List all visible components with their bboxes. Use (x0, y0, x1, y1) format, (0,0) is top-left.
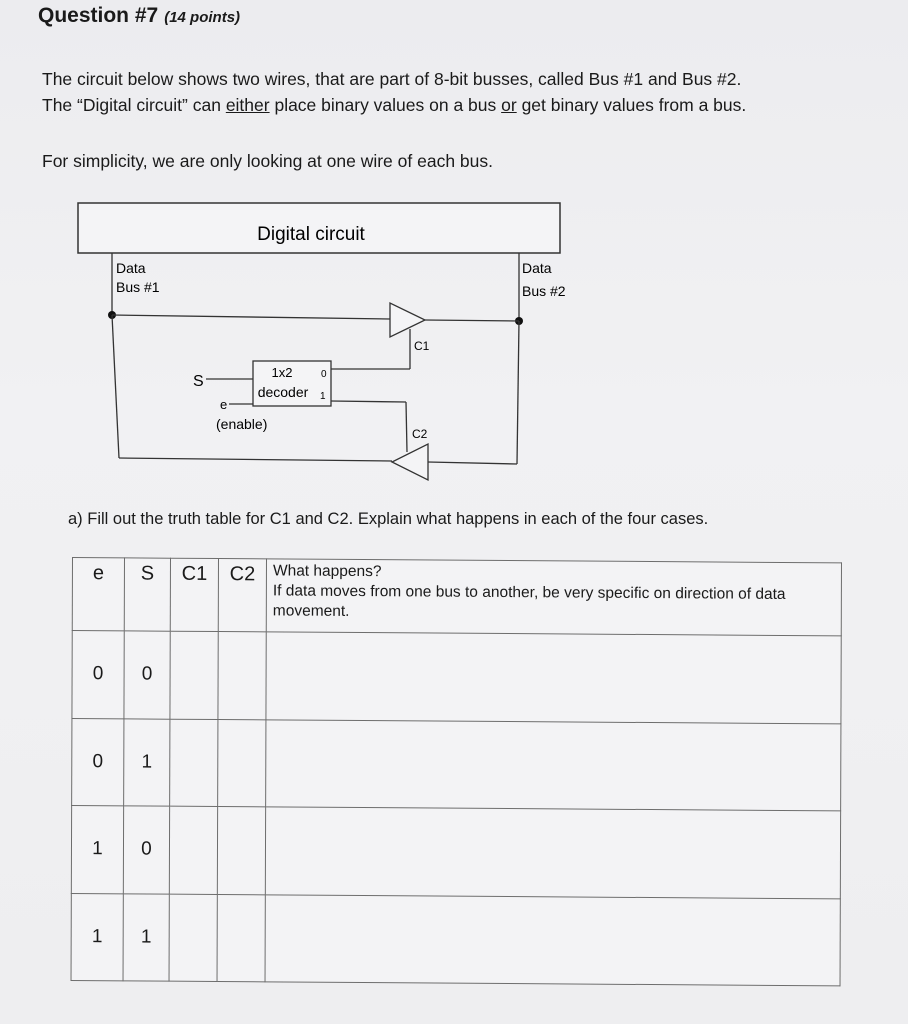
c1-label: C1 (414, 339, 430, 353)
bus2-label-number: Bus #2 (522, 283, 566, 299)
top-wire-right (425, 320, 519, 321)
cell-explanation[interactable] (265, 807, 840, 899)
header-e: e (72, 558, 124, 631)
cell-e: 0 (72, 718, 124, 806)
underlined-either: either (225, 95, 270, 115)
cell-s: 1 (124, 718, 170, 806)
question-points: (14 points) (164, 9, 241, 26)
cell-e: 1 (71, 805, 123, 893)
bus2-label-data: Data (522, 260, 552, 276)
cell-c1[interactable] (170, 719, 218, 807)
cell-explanation[interactable] (266, 719, 841, 811)
header-what-happens-title: What happens? (272, 562, 382, 581)
header-what-happens (266, 559, 841, 636)
cell-c2[interactable] (217, 807, 265, 895)
tristate-buffer-c1 (390, 303, 425, 337)
truth-table (71, 557, 842, 986)
tristate-buffer-c2 (392, 444, 428, 480)
bottom-wire-left (119, 458, 392, 461)
bus2-wire-down (517, 321, 519, 464)
cell-explanation[interactable] (266, 632, 841, 724)
header-s: S (124, 558, 170, 631)
bus1-label-number: Bus #1 (116, 279, 160, 295)
bus1-wire-down (112, 315, 119, 458)
cell-c2[interactable] (217, 894, 265, 982)
question-number: Question #7 (38, 4, 159, 27)
intro-text: place binary values on a bus (269, 95, 502, 115)
decoder-label-2: decoder (257, 384, 309, 400)
cell-explanation[interactable] (265, 894, 840, 986)
cell-c2[interactable] (218, 632, 266, 720)
cell-s: 1 (123, 893, 169, 981)
table-row (71, 805, 840, 898)
table-row (71, 893, 840, 986)
decoder-out0-label: 0 (321, 369, 327, 380)
cell-e: 0 (72, 631, 124, 719)
input-s-label: S (193, 373, 204, 390)
bottom-wire-right (428, 462, 517, 464)
decoder-out1-label: 1 (320, 391, 326, 402)
cell-c1[interactable] (170, 631, 218, 719)
intro-text: The “Digital circuit” can (42, 95, 226, 115)
digital-circuit-label: Digital circuit (257, 224, 365, 245)
intro-line-1: The circuit below shows two wires, that are part of 8-bit busses, called Bus #1 and Bus #2. (42, 69, 742, 89)
top-wire (112, 315, 390, 319)
table-row (72, 631, 841, 724)
decoder-label-1: 1x2 (271, 365, 293, 380)
table-header-row (72, 558, 841, 636)
table-row (72, 718, 841, 811)
c2-control-wire (406, 402, 407, 452)
part-a-instruction: a) Fill out the truth table for C1 and C2. Explain what happens in each of the four cases. (68, 510, 709, 528)
header-c2: C2 (218, 559, 266, 632)
decoder-out1-wire (331, 401, 406, 402)
cell-c2[interactable] (218, 719, 266, 807)
bus1-label-data: Data (116, 260, 146, 276)
header-what-happens-note: If data moves from one bus to another, be very specific on direction of data movement. (272, 582, 786, 620)
cell-c1[interactable] (169, 894, 217, 982)
cell-e: 1 (71, 893, 123, 981)
intro-text: get binary values from a bus. (516, 95, 747, 115)
simplicity-note: For simplicity, we are only looking at one wire of each bus. (42, 151, 493, 171)
cell-s: 0 (124, 631, 170, 719)
circuit-diagram (0, 0, 908, 500)
cell-s: 0 (123, 806, 169, 894)
header-c1: C1 (170, 558, 218, 631)
cell-c1[interactable] (169, 806, 217, 894)
c2-label: C2 (412, 427, 428, 441)
underlined-or: or (501, 95, 517, 115)
input-e-label: e (220, 397, 228, 412)
enable-label: (enable) (216, 416, 268, 432)
